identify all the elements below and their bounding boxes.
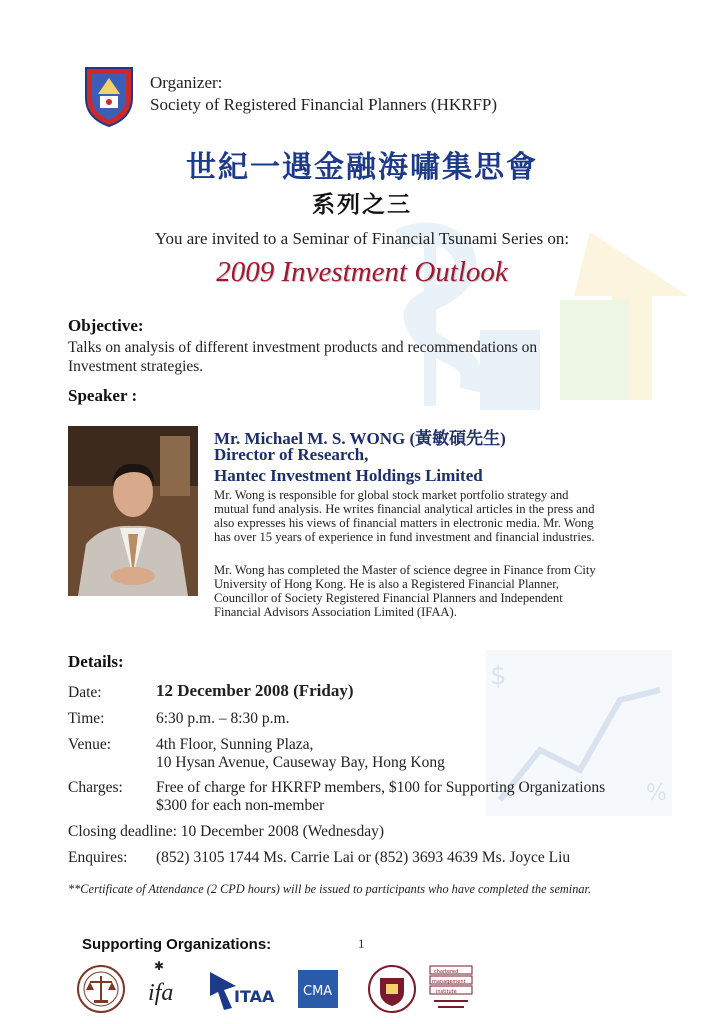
bio-line: Mr. Wong is responsible for global stock market portfolio strategy and <box>214 488 569 502</box>
invite-text: You are invited to a Seminar of Financial Tsunami Series on: <box>154 229 570 248</box>
objective-line: Talks on analysis of different investment products and recommendations on <box>68 339 538 356</box>
bio-line: Councillor of Society Registered Financial Planners and Independent <box>214 591 563 605</box>
cma-logo-icon <box>296 964 340 1014</box>
bio-line: Mr. Wong has completed the Master of science degree in Finance from City <box>214 563 596 577</box>
chartered-management-institute-logo-icon <box>428 964 474 1014</box>
charges-line-2: $300 for each non-member <box>156 797 325 814</box>
date-label: Date: <box>68 684 102 701</box>
speaker-bio-1 <box>214 488 654 544</box>
page-number: 1 <box>358 936 365 951</box>
bio-line: also expresses his views of financial matters in electronic media. Mr. Wong <box>214 516 594 530</box>
itaa-logo-icon <box>206 964 278 1014</box>
speaker-company: Hantec Investment Holdings Limited <box>214 466 483 485</box>
organizer-block <box>78 62 678 132</box>
speaker-photo <box>68 426 198 596</box>
speaker-bio-2 <box>214 563 654 619</box>
venue-line-1: 4th Floor, Sunning Plaza, <box>156 736 314 753</box>
certificate-note: **Certificate of Attendance (2 CPD hours) will be issued to participants who have completed the seminar. <box>68 882 592 896</box>
svg-text:chartered: chartered <box>434 969 459 975</box>
ifa-logo-icon <box>146 956 192 1014</box>
venue-line-2: 10 Hysan Avenue, Causeway Bay, Hong Kong <box>156 754 445 771</box>
svg-text:management: management <box>432 979 466 985</box>
hkrfp-logo-icon <box>78 62 140 128</box>
bio-line: has over 15 years of experience in fund investment and financial industries. <box>214 530 595 544</box>
enquires-value: (852) 3105 1744 Ms. Carrie Lai or (852) 3693 4639 Ms. Joyce Liu <box>156 849 571 866</box>
charges-label: Charges: <box>68 779 123 796</box>
svg-text:ifa: ifa <box>148 980 174 1006</box>
bio-line: Financial Advisors Association Limited (IFAA). <box>214 605 457 619</box>
details-heading: Details: <box>68 652 124 671</box>
enquires-label: Enquires: <box>68 849 128 866</box>
svg-text:ITAA: ITAA <box>234 987 275 1006</box>
svg-text:institute: institute <box>436 989 457 995</box>
svg-text:%: % <box>646 781 667 806</box>
bio-line: mutual fund analysis. He writes financial analytical articles in the press and <box>214 502 595 516</box>
scales-of-justice-logo-icon <box>74 964 128 1014</box>
objective-text <box>68 338 628 376</box>
speaker-name: Mr. Michael M. S. WONG (黃敏碩先生) <box>214 429 506 448</box>
date-value: 12 December 2008 (Friday) <box>156 681 354 700</box>
time-value: 6:30 p.m. – 8:30 p.m. <box>156 710 290 727</box>
objective-heading: Objective: <box>68 316 144 335</box>
objective-line: Investment strategies. <box>68 358 204 375</box>
svg-text:$: $ <box>490 661 507 691</box>
svg-text:✱: ✱ <box>154 959 165 973</box>
chinese-title: 世紀一遇金融海嘯集思會 <box>186 150 538 185</box>
chinese-subtitle: 系列之三 <box>312 191 412 218</box>
speaker-heading: Speaker : <box>68 386 138 405</box>
bio-line: University of Hong Kong. He is also a Registered Financial Planner, <box>214 577 560 591</box>
supporting-heading: Supporting Organizations: <box>82 936 272 953</box>
charges-line-1: Free of charge for HKRFP members, $100 for Supporting Organizations <box>156 779 606 796</box>
closing-deadline: Closing deadline: 10 December 2008 (Wednesday) <box>68 823 384 840</box>
speaker-title: Director of Research, <box>214 445 369 464</box>
event-title: 2009 Investment Outlook <box>216 256 508 288</box>
university-crest-logo-icon <box>366 964 418 1014</box>
venue-label: Venue: <box>68 736 112 753</box>
organizer-name: Society of Registered Financial Planners (HKRFP) <box>150 95 498 114</box>
svg-text:CMA: CMA <box>303 984 333 999</box>
time-label: Time: <box>68 710 105 727</box>
organizer-label: Organizer: <box>150 73 223 92</box>
